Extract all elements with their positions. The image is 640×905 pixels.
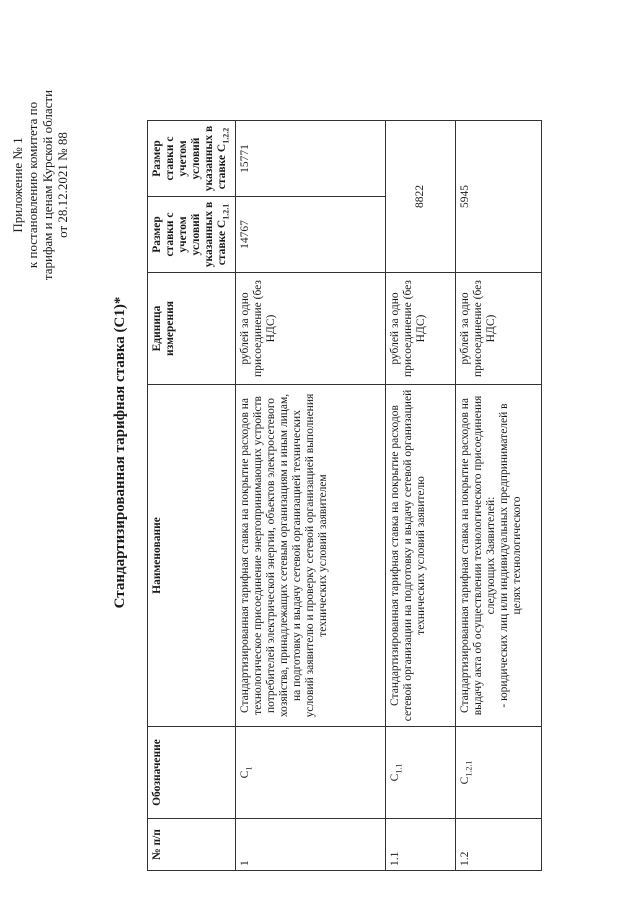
header-unit: Единица измерения (148, 273, 236, 385)
row-name (456, 385, 542, 727)
row-num: 1.1 (386, 819, 456, 871)
row-code: $С_{1.2.1}$ (456, 727, 542, 819)
row-code: $С_{1.1}$ (386, 727, 456, 819)
table-row (386, 121, 456, 871)
row-unit: рублей за одно присоединение (без НДС) (456, 273, 542, 385)
row-num: 1.2 (456, 819, 542, 871)
row-rate-1: 14767 (236, 197, 386, 273)
row-name: Стандартизированная тарифная ставка на покрытие расходов на технологическое присоединение энергопринимающих устройств потребителей электрической энергии, объектов электросетевого хозяйства, принадлежащих сетевым организациям и иным лицам, на подготовку и выдачу сетевой организацией технических условий заявителю и проверку сетевой организацией выполнения технических условий заявителем (236, 385, 386, 727)
row-unit: рублей за одно присоединение (без НДС) (236, 273, 386, 385)
header-name: Наименование (148, 385, 236, 727)
table-row (236, 121, 386, 871)
table-header-row (148, 121, 236, 871)
row-rate-merged: 8822 (386, 121, 456, 273)
row-code: $С_1$ (236, 727, 386, 819)
header-code: Обозначение (148, 727, 236, 819)
appendix-header (10, 25, 70, 345)
table-row (456, 121, 542, 871)
row-name: Стандартизированная тарифная ставка на покрытие расходов сетевой организации на подготовку и выдачу сетевой организацией технических условий заявителю (386, 385, 456, 727)
appendix-number: Приложение № 1 (10, 137, 25, 233)
header-rate-1: Размер ставки с учетом условий указанных в ставке $С_{1.2.1}$ (148, 197, 236, 273)
row-rate-2: 15771 (236, 121, 386, 197)
header-num: № п/п (148, 819, 236, 871)
header-rate-2: Размер ставки с учетом условий указанных в ставке $С_{1.2.2}$ (148, 121, 236, 197)
appendix-ref-line: к постановлению комитета по (25, 101, 40, 269)
row-name-text: Стандартизированная тарифная ставка на покрытие расходов на выдачу акта об осуществлении технологического присоединения следующих Заявителей: (459, 395, 498, 716)
row-unit: рублей за одно присоединение (без НДС) (386, 273, 456, 385)
appendix-date: от 28.12.2021 № 88 (55, 132, 70, 238)
rates-table (147, 120, 542, 871)
row-rate-merged: 5945 (456, 121, 542, 273)
row-name-list-item: - юридических лиц или индивидуальных предпринимателей в целях технологического (498, 403, 524, 708)
document-title: Стандартизированная тарифная ставка (С1)* (112, 296, 128, 609)
row-num: 1 (236, 819, 386, 871)
appendix-ref-line: тарифам и ценам Курской области (40, 89, 55, 281)
